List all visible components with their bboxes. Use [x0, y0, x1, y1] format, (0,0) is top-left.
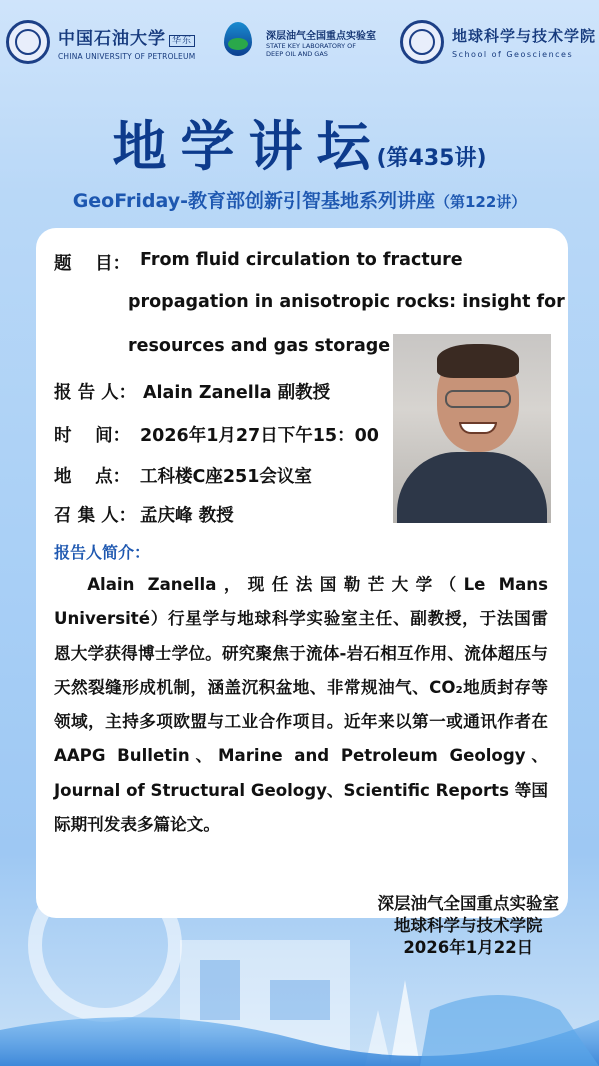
- lab-name-en-2: DEEP OIL AND GAS: [266, 49, 328, 58]
- host-value: 孟庆峰 教授: [140, 506, 234, 526]
- place-value: 工科楼C座251会议室: [140, 467, 312, 487]
- forum-issue: (第435讲): [376, 146, 487, 171]
- lab-name-cn: 深层油气全国重点实验室: [266, 30, 376, 42]
- series-title: GeoFriday-教育部创新引智基地系列讲座: [72, 190, 435, 212]
- footer-lab: 深层油气全国重点实验室: [377, 894, 559, 913]
- footer-organizers: [378, 893, 560, 959]
- geo-name-en: School of Geosciences: [452, 50, 574, 59]
- geo-logo: [400, 20, 596, 64]
- footer-date: 2026年1月22日: [403, 938, 534, 957]
- time-label: 时 间：: [54, 426, 131, 446]
- host-label: 召 集 人：: [54, 506, 137, 526]
- time-value: 2026年1月27日下午15：00: [140, 426, 379, 446]
- forum-title: 地学讲坛: [112, 115, 385, 178]
- place-label: 地 点：: [54, 467, 131, 487]
- topic-line-2: propagation in anisotropic rocks: insight for: [128, 292, 565, 312]
- topic-line-1: From fluid circulation to fracture: [140, 250, 463, 270]
- header-logos: [0, 20, 599, 80]
- cup-campus-tag: 华东: [169, 35, 195, 47]
- cup-seal-icon: [6, 20, 50, 64]
- page-title: [0, 104, 599, 181]
- intro-text: Alain Zanella，现任法国勒芒大学（Le Mans Université）行星学与地球科学实验室主任、副教授，于法国雷恩大学获得博士学位。研究聚焦于流体-岩石相互作用、流体超压与天然裂缝形成机制，涵盖沉积盆地、非常规油气、CO₂地质封存等领域，主持多项欧盟与工业合作项目。近年来以第一或通讯作者在 AAPG Bulletin、Marine and Petroleum Geology、Journal of Structural Geology、Scientific Reports 等国际期刊发表多篇论文。: [54, 575, 548, 835]
- speaker-value: Alain Zanella 副教授: [143, 383, 331, 403]
- speaker-photo: [393, 334, 551, 523]
- page-subtitle: [0, 186, 599, 213]
- lab-logo: [218, 20, 376, 64]
- series-issue: （第122讲）: [434, 193, 527, 211]
- pine-tree: [390, 980, 420, 1066]
- cup-logo: [6, 20, 195, 64]
- footer-school: 地球科学与技术学院: [394, 916, 543, 935]
- topic-line-3: resources and gas storage: [128, 336, 391, 356]
- oil-drop-icon: [218, 20, 258, 64]
- building-silhouette: [180, 940, 350, 1066]
- cup-name-en: CHINA UNIVERSITY OF PETROLEUM: [58, 51, 196, 61]
- intro-heading: 报告人简介：: [54, 543, 151, 562]
- geo-name-cn: 地球科学与技术学院: [452, 27, 597, 45]
- cup-name-cn: 中国石油大学: [58, 28, 166, 49]
- lab-name-en-1: STATE KEY LABORATORY OF: [266, 41, 357, 50]
- speaker-label: 报 告 人：: [54, 383, 137, 403]
- geo-seal-icon: [400, 20, 444, 64]
- ground-wave: [0, 1017, 599, 1066]
- topic-label: 题 目：: [54, 254, 131, 274]
